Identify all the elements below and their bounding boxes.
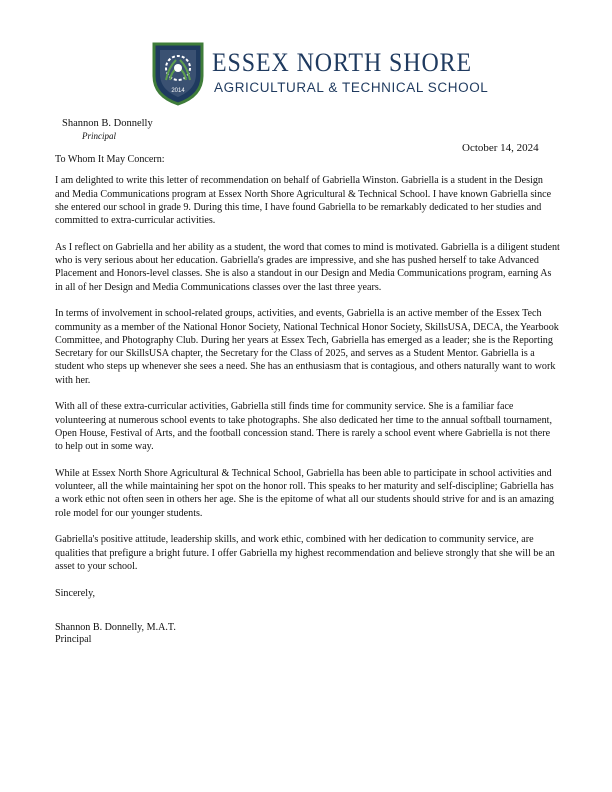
signature-name: Shannon B. Donnelly, M.A.T. xyxy=(55,621,176,633)
sender-title: Principal xyxy=(82,131,116,141)
letter-body xyxy=(55,153,560,646)
salutation: To Whom It May Concern: xyxy=(55,154,165,165)
school-name: ESSEX NORTH SHORE xyxy=(212,48,473,77)
closing: Sincerely, xyxy=(55,587,95,599)
signature-title: Principal xyxy=(55,633,92,645)
paragraph: As I reflect on Gabriella and her ability as a student, the word that comes to mind is motivated. Gabriella is a diligent student who is very serious about her education. Gabriella's grades are impressive, and she has pushed herself to take Advanced Placement and Honors-level classes. She is also a standout in our Design and Media Communications program, earning As in all of her Design and Media Communications classes over the last three years. xyxy=(55,241,560,293)
school-subtitle: AGRICULTURAL & TECHNICAL SCHOOL xyxy=(214,80,489,95)
signature-block xyxy=(55,622,560,646)
school-logo xyxy=(150,40,489,112)
paragraph: In terms of involvement in school-related groups, activities, and events, Gabriella is an active member of the Essex Tech community as a member of the National Honor Society, National Technical Honor Society, SkillsUSA, DECA, the Yearbook Committee, and Photography Club. During her years at Essex Tech, Gabriella has emerged as a leader; she is the Reporting Secretary for our SkillsUSA chapter, the Secretary for the Class of 2025, and serves as a Student Mentor. Gabriella is a student who steps up whenever she sees a need. She has an enthusiasm that is contagious, and others naturally want to work with her. xyxy=(55,308,559,386)
sender-name: Shannon B. Donnelly xyxy=(62,118,153,129)
paragraph: With all of these extra-curricular activities, Gabriella still finds time for community service. She is a familiar face volunteering at numerous school events to take photographs. She also dedicated her time to the annual softball tournament, Open House, Festival of Arts, and the football concession stand. There is rarely a school event where Gabriella is not there to help out in some way. xyxy=(55,401,552,453)
paragraph: I am delighted to write this letter of recommendation on behalf of Gabriella Winston. Gabriella is a student in the Design and Media Communications program at Essex North Shore Agricultural & Technical School. I have known Gabriella since she entered our school in grade 9. During this time, I have found Gabriella to be remarkably dedicated to her studies and committed to extra-curricular activities. xyxy=(55,175,552,227)
letter-date: October 14, 2024 xyxy=(462,142,539,154)
sender-block xyxy=(62,118,153,142)
crest-year: 2014 xyxy=(171,88,185,94)
paragraph: While at Essex North Shore Agricultural & Technical School, Gabriella has been able to participate in school activities and volunteer, all the while maintaining her spot on the honor roll. This speaks to her maturity and self-discipline; Gabriella has a work ethic not often seen in others her age. She is the epitome of what all our students should strive for and is an amazing role model for our younger students. xyxy=(55,467,554,519)
school-crest-icon xyxy=(150,40,206,106)
paragraph: Gabriella's positive attitude, leadership skills, and work ethic, combined with her dedication to community service, are qualities that prefigure a bright future. I offer Gabriella my highest recommendation and believe strongly that she will be an asset to your school. xyxy=(55,534,555,572)
